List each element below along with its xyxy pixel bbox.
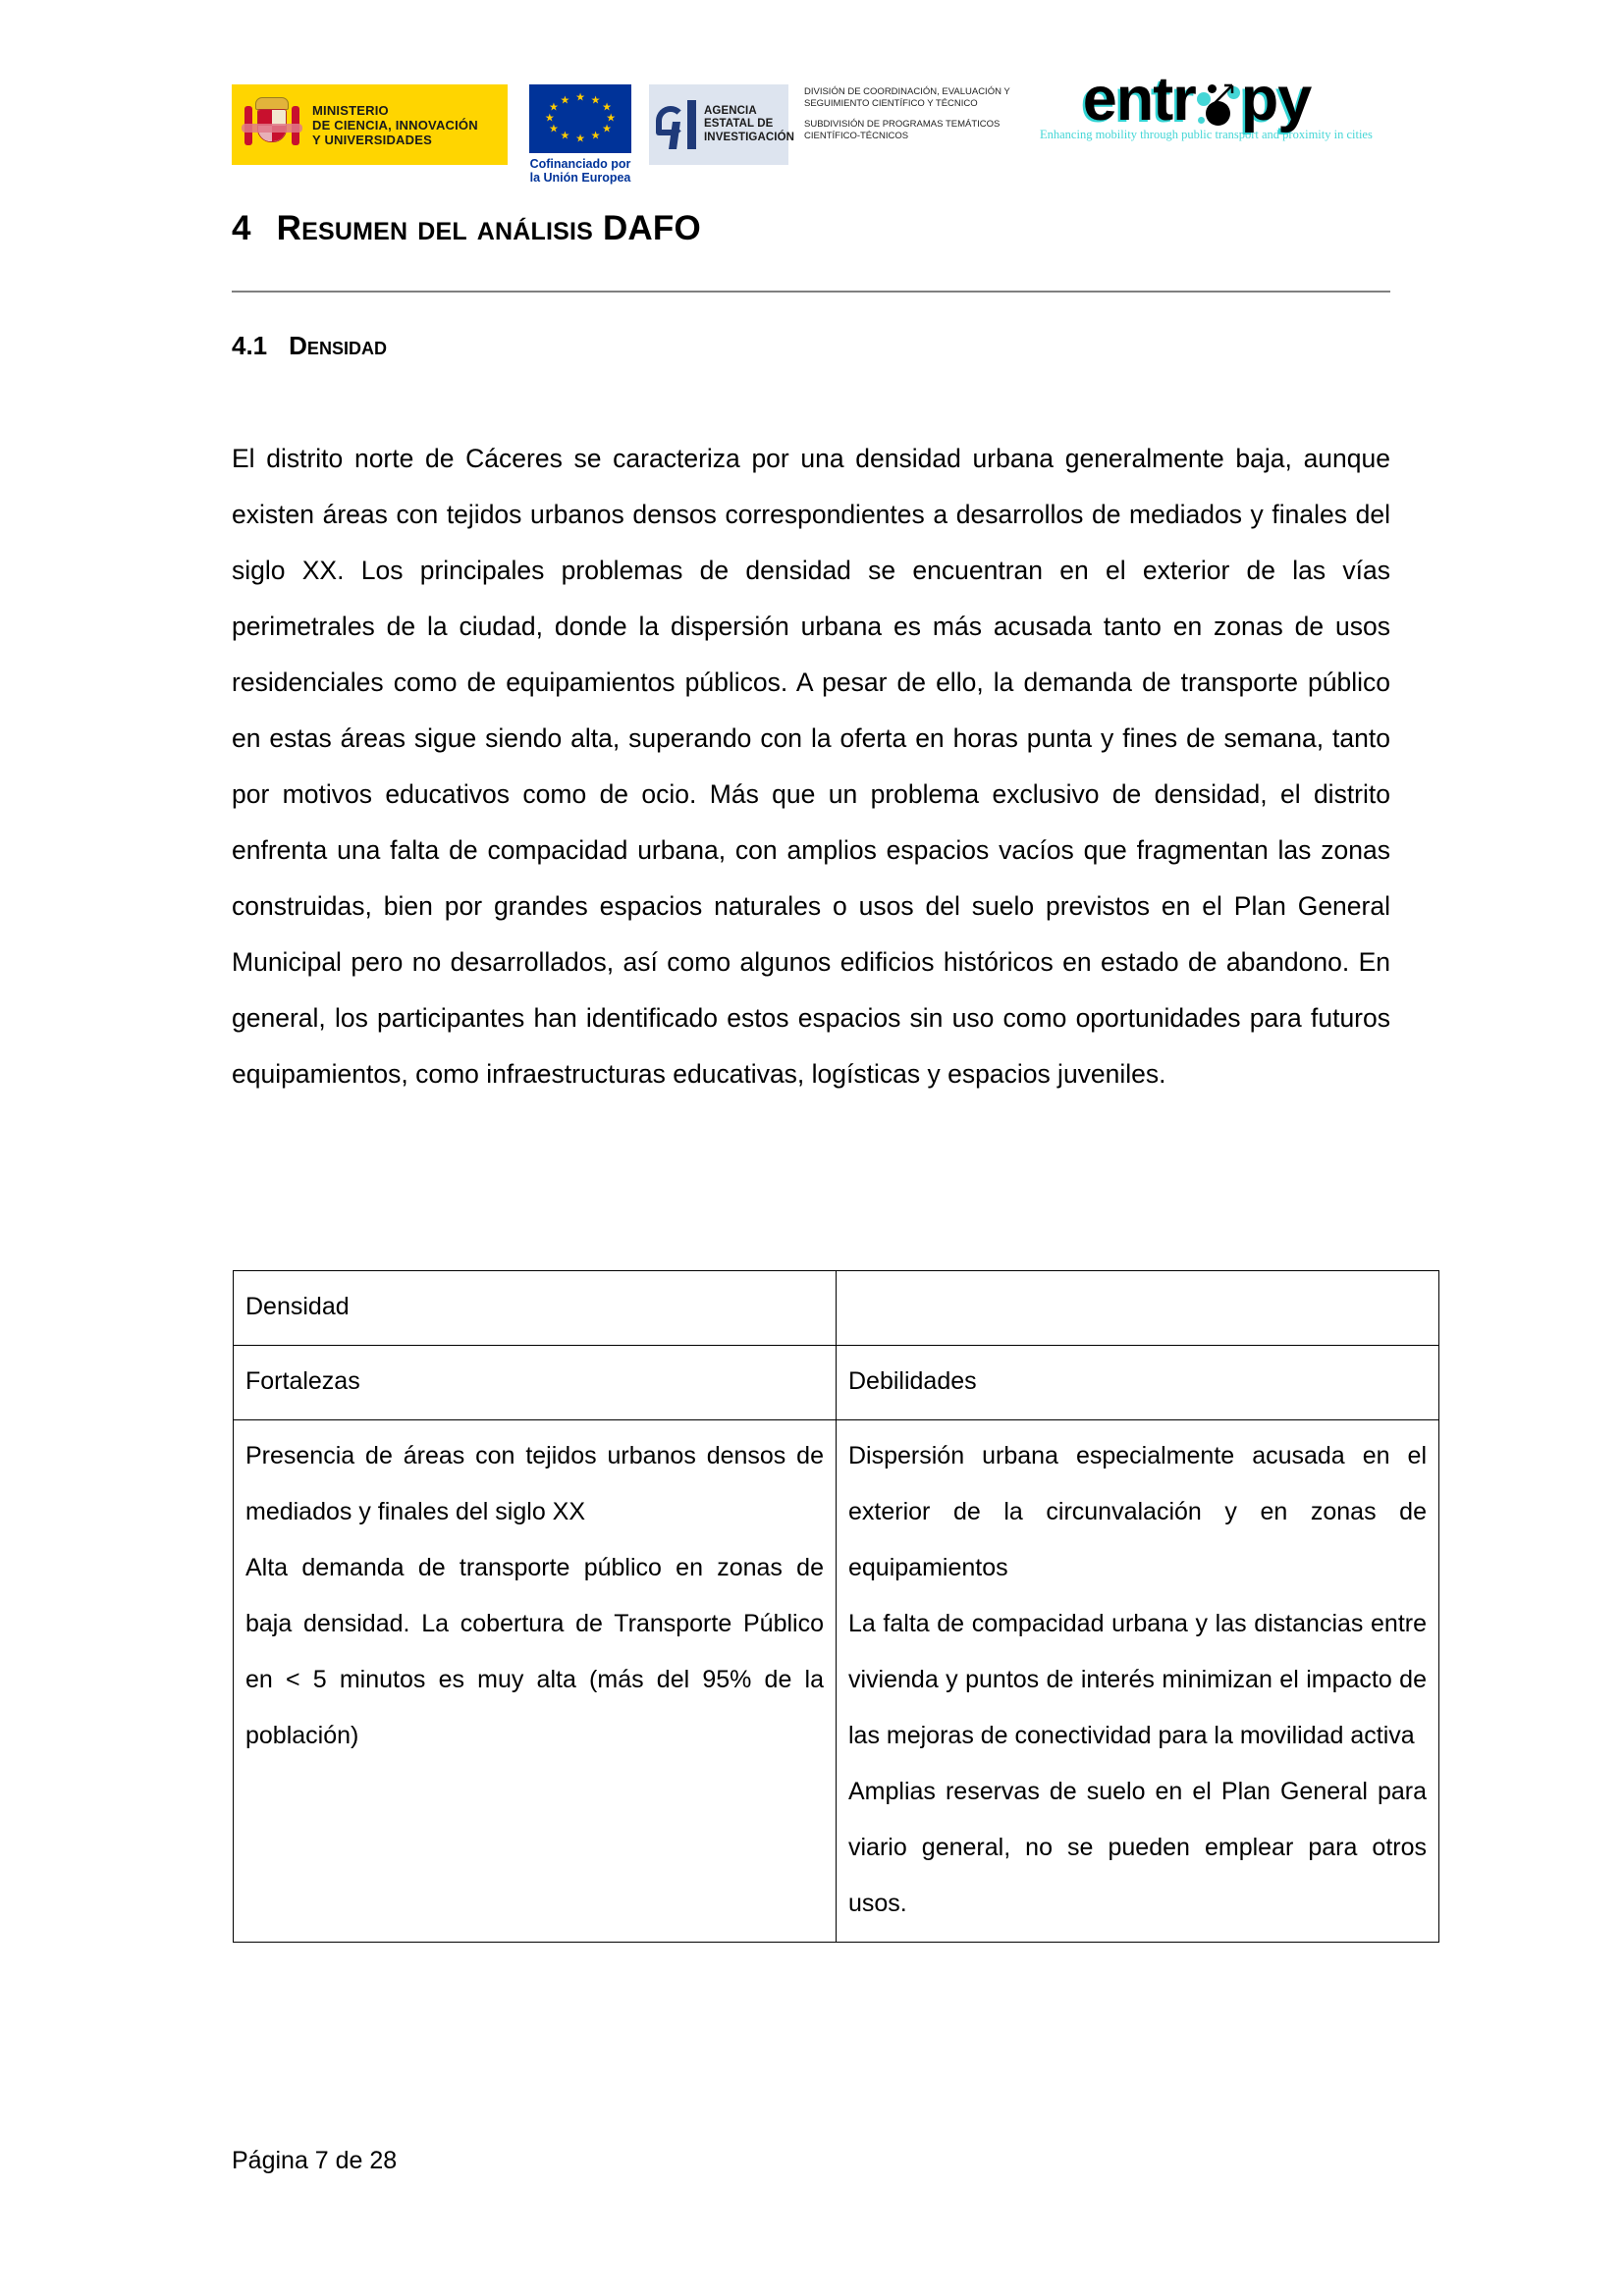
eu-caption-line-1: Cofinanciado por (529, 157, 631, 171)
table-row-caption (234, 1271, 1439, 1346)
fortaleza-item: Alta demanda de transporte público en zonas de baja densidad. La cobertura de Transporte Público en < 5 minutos es muy alta (más del 95% de la población) (245, 1554, 824, 1749)
ministerio-line-2: DE CIENCIA, INNOVACIÓN (312, 117, 478, 133)
page-title-text: Resumen del análisis (276, 209, 603, 247)
page-title-acronym: DAFO (602, 209, 701, 247)
aei-line-2: ESTATAL DE (704, 118, 774, 131)
entropy-wordmark (1083, 67, 1312, 132)
dafo-table (233, 1270, 1439, 1943)
division-block-1: DIVISIÓN DE COORDINACIÓN, EVALUACIÓN Y SEGUIMIENTO CIENTÍFICO Y TÉCNICO (804, 86, 1010, 109)
table-header-debilidades: Debilidades (837, 1346, 1439, 1420)
logo-european-union (529, 84, 631, 185)
body-paragraph: El distrito norte de Cáceres se caracteriza por una densidad urbana generalmente baja, aunque existen áreas con tejidos urbanos densos correspondientes a desarrollos de mediados y finales del siglo XX. Los principales problemas de densidad se encuentran en el exterior de las vías perimetrales de la ciudad, donde la dispersión urbana es más acusada tanto en zonas de usos residenciales como de equipamientos públicos. A pesar de ello, la demanda de transporte público en estas áreas sigue siendo alta, superando con la oferta en horas punta y fines de semana, tanto por motivos educativos como de ocio. Más que un problema exclusivo de densidad, el distrito enfrenta una falta de compacidad urbana, con amplios espacios vacíos que fragmentan las zonas construidas, bien por grandes espacios naturales o usos del suelo previstos en el Plan General Municipal pero no desarrollados, así como algunos edificios históricos en estado de abandono. En general, los participantes han identificado estos espacios sin uso como oportunidades para futuros equipamientos, como infraestructuras educativas, logísticas y espacios juveniles. (232, 443, 1390, 1089)
division-text-block (804, 84, 1012, 151)
table-cell-fortalezas (234, 1420, 837, 1943)
entropy-word-after: py (1240, 65, 1312, 133)
entropy-tagline: Enhancing mobility through public transport and proximity in cities (1040, 128, 1373, 141)
entropy-molecule-icon (1196, 80, 1241, 126)
table-cell-caption-left: Densidad (234, 1271, 837, 1346)
ministerio-text (312, 103, 478, 147)
table-row-header (234, 1346, 1439, 1420)
aei-line-1: AGENCIA (704, 104, 757, 117)
debilidad-item: Dispersión urbana especialmente acusada en el exterior de la circunvalación y en zonas de equipamientos (848, 1442, 1427, 1581)
spanish-coat-of-arms-icon (242, 94, 302, 155)
title-divider (232, 291, 1390, 293)
table-header-fortalezas: Fortalezas (234, 1346, 837, 1420)
header-logo-bar (232, 65, 1390, 194)
fortaleza-item: Presencia de áreas con tejidos urbanos densos de mediados y finales del siglo XX (245, 1442, 824, 1525)
page-title-number: 4 (232, 209, 251, 247)
logo-entropy (1040, 65, 1373, 141)
aei-text (704, 105, 794, 145)
debilidad-item: Amplias reservas de suelo en el Plan General para viario general, no se pueden emplear para otros usos. (848, 1778, 1427, 1917)
debilidad-item: La falta de compacidad urbana y las distancias entre vivienda y puntos de interés minimizan el impacto de las mejoras de conectividad para la movilidad activa (848, 1610, 1427, 1749)
page-footer: Página 7 de 28 (232, 2147, 398, 2174)
section-title: Densidad (289, 331, 387, 360)
page-title (232, 208, 1390, 249)
ministerio-line-1: MINISTERIO (312, 102, 389, 118)
eu-caption (529, 157, 631, 185)
eu-caption-line-2: la Unión Europea (529, 171, 631, 185)
aei-mark-icon (655, 98, 700, 151)
section-number: 4.1 (232, 331, 268, 360)
entropy-word-before: entr (1082, 65, 1196, 133)
division-block-2: SUBDIVISIÓN DE PROGRAMAS TEMÁTICOS CIENTÍFICO-TÉCNICOS (804, 119, 1001, 141)
logo-ministerio-ciencia (232, 84, 508, 165)
table-cell-caption-right (837, 1271, 1439, 1346)
table-cell-debilidades (837, 1420, 1439, 1943)
ministerio-line-3: Y UNIVERSIDADES (312, 132, 432, 147)
table-row-body (234, 1420, 1439, 1943)
section-heading (232, 330, 387, 361)
aei-line-3: INVESTIGACIÓN (704, 131, 795, 143)
eu-flag-icon: ★ ★ ★ ★ ★ ★ ★ ★ ★ ★ ★ ★ (529, 84, 631, 153)
logo-agencia-estatal-investigacion (649, 84, 795, 165)
